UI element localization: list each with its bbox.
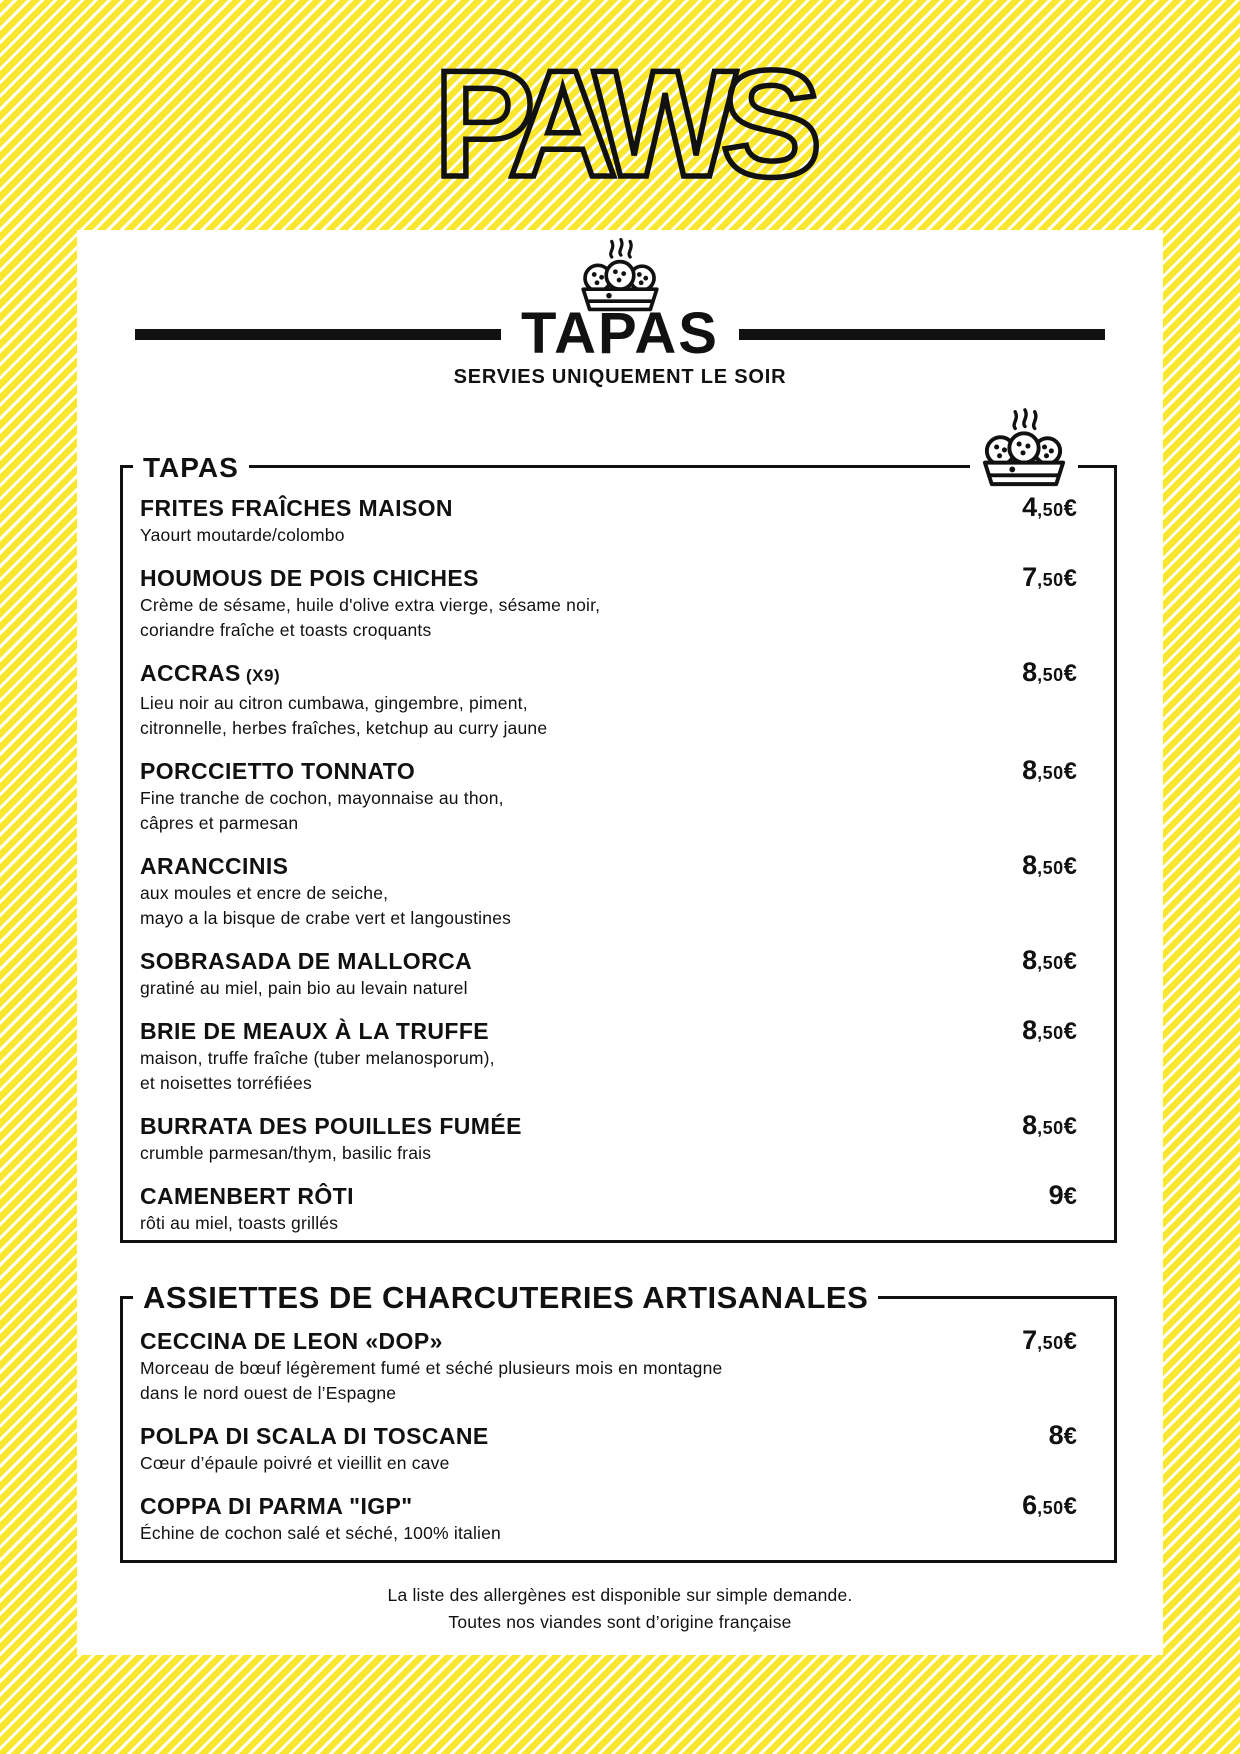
- menu-item: [140, 945, 1077, 1001]
- price-main: 7: [1022, 1325, 1038, 1355]
- item-name: [140, 1181, 354, 1211]
- item-desc-line: dans le nord ouest de l’Espagne: [140, 1383, 397, 1403]
- item-name: [140, 946, 472, 976]
- item-head: [140, 1110, 1077, 1141]
- item-desc-line: maison, truffe fraîche (tuber melanosporum),: [140, 1048, 495, 1068]
- item-price: [1022, 657, 1077, 688]
- page-title: TAPAS: [521, 301, 719, 366]
- item-head: [140, 945, 1077, 976]
- price-currency: €: [1063, 1183, 1077, 1210]
- item-desc-line: Lieu noir au citron cumbawa, gingembre, piment,: [140, 693, 528, 713]
- item-head: [140, 1490, 1077, 1521]
- item-head: [140, 657, 1077, 691]
- item-desc-line: Fine tranche de cochon, mayonnaise au thon,: [140, 788, 504, 808]
- price-main: 8: [1022, 945, 1038, 975]
- item-list: [123, 468, 1114, 1236]
- item-head: [140, 1325, 1077, 1356]
- item-name: [140, 756, 415, 786]
- page-subtitle: SERVIES UNIQUEMENT LE SOIR: [453, 366, 787, 388]
- item-head: [140, 492, 1077, 523]
- item-desc-line: rôti au miel, toasts grillés: [140, 1213, 339, 1233]
- item-desc: [140, 976, 1077, 1001]
- item-desc-line: câpres et parmesan: [140, 813, 299, 833]
- price-currency: €: [1063, 565, 1077, 592]
- item-name-text: HOUMOUS DE POIS CHICHES: [140, 565, 479, 591]
- item-name-text: ACCRAS: [140, 660, 241, 686]
- item-desc: [140, 1451, 1077, 1476]
- menu-item: [140, 850, 1077, 931]
- price-currency: €: [1063, 1018, 1077, 1045]
- price-small: ,50: [1037, 1118, 1064, 1138]
- price-currency: €: [1063, 660, 1077, 687]
- menu-item: [140, 1490, 1077, 1546]
- item-name-text: CAMENBERT RÔTI: [140, 1183, 354, 1209]
- price-main: 6: [1022, 1490, 1038, 1520]
- item-name-text: SOBRASADA DE MALLORCA: [140, 948, 473, 974]
- footer-note: [77, 1582, 1163, 1636]
- item-desc-line: Crème de sésame, huile d'olive extra vierge, sésame noir,: [140, 595, 601, 615]
- item-price: [1049, 1420, 1077, 1451]
- price-main: 8: [1022, 850, 1038, 880]
- logo-text: PAWS: [433, 39, 807, 208]
- item-desc-line: Cœur d’épaule poivré et vieillit en cave: [140, 1453, 450, 1473]
- tapas-section-box: [120, 452, 1117, 1243]
- menu-item: [140, 492, 1077, 548]
- item-name-text: POLPA DI SCALA DI TOSCANE: [140, 1423, 489, 1449]
- price-main: 8: [1048, 1420, 1064, 1450]
- menu-item: [140, 1325, 1077, 1406]
- item-desc-line: mayo a la bisque de crabe vert et langoustines: [140, 908, 512, 928]
- price-small: ,50: [1037, 500, 1064, 520]
- item-price: [1022, 755, 1077, 786]
- menu-title-row: [135, 301, 1105, 366]
- section-label: TAPAS: [133, 450, 249, 486]
- item-desc: [140, 1046, 1077, 1096]
- item-name: [140, 1016, 489, 1046]
- price-small: ,50: [1037, 1333, 1064, 1353]
- price-main: 9: [1048, 1180, 1064, 1210]
- section-label: ASSIETTES DE CHARCUTERIES ARTISANALES: [133, 1278, 878, 1318]
- item-price: [1022, 492, 1077, 523]
- charcuterie-section-box: [120, 1280, 1117, 1563]
- price-small: ,50: [1037, 665, 1064, 685]
- item-desc: [140, 1211, 1077, 1236]
- footer-line: Toutes nos viandes sont d’origine française: [448, 1612, 792, 1632]
- item-name: [140, 658, 280, 691]
- item-price: [1022, 1490, 1077, 1521]
- item-head: [140, 850, 1077, 881]
- item-name-text: BRIE DE MEAUX À LA TRUFFE: [140, 1018, 490, 1044]
- item-desc: [140, 1141, 1077, 1166]
- brand-logo: [0, 38, 1240, 208]
- price-main: 8: [1022, 1110, 1038, 1140]
- item-desc: [140, 1356, 1077, 1406]
- price-small: ,50: [1037, 763, 1064, 783]
- item-desc-line: et noisettes torréfiées: [140, 1073, 312, 1093]
- item-head: [140, 1420, 1077, 1451]
- price-currency: €: [1063, 1423, 1077, 1450]
- price-main: 7: [1022, 562, 1038, 592]
- item-desc: [140, 1521, 1077, 1546]
- menu-item: [140, 1180, 1077, 1236]
- item-desc: [140, 593, 1077, 643]
- item-name: [140, 1421, 489, 1451]
- item-desc-line: aux moules et encre de seiche,: [140, 883, 389, 903]
- menu-item: [140, 1420, 1077, 1476]
- title-rule-right: [739, 329, 1105, 340]
- item-name-text: ARANCCINIS: [140, 853, 289, 879]
- item-head: [140, 1015, 1077, 1046]
- item-price: [1022, 945, 1077, 976]
- price-main: 4: [1022, 492, 1038, 522]
- item-head: [140, 1180, 1077, 1211]
- price-small: ,50: [1037, 570, 1064, 590]
- paws-logo-lettering: [0, 38, 1240, 208]
- price-main: 8: [1022, 755, 1038, 785]
- item-name-text: COPPA DI PARMA "IGP": [140, 1493, 413, 1519]
- item-name-suffix: (X9): [240, 666, 281, 685]
- price-currency: €: [1063, 853, 1077, 880]
- item-name: [140, 1111, 522, 1141]
- price-currency: €: [1063, 1328, 1077, 1355]
- item-desc: [140, 786, 1077, 836]
- steaming-tapas-dish-icon: [970, 404, 1078, 492]
- price-main: 8: [1022, 657, 1038, 687]
- menu-card: [77, 230, 1163, 1655]
- item-desc: [140, 523, 1077, 548]
- price-currency: €: [1063, 495, 1077, 522]
- item-name: [140, 851, 288, 881]
- menu-item: [140, 562, 1077, 643]
- price-currency: €: [1063, 1113, 1077, 1140]
- menu-item: [140, 1015, 1077, 1096]
- menu-item: [140, 1110, 1077, 1166]
- item-desc: [140, 691, 1077, 741]
- item-list: [123, 1299, 1114, 1546]
- price-currency: €: [1063, 758, 1077, 785]
- item-desc-line: crumble parmesan/thym, basilic frais: [140, 1143, 432, 1163]
- price-main: 8: [1022, 1015, 1038, 1045]
- menu-item: [140, 657, 1077, 741]
- item-head: [140, 562, 1077, 593]
- menu-item: [140, 755, 1077, 836]
- item-price: [1022, 850, 1077, 881]
- title-rule-left: [135, 329, 501, 340]
- item-desc-line: citronnelle, herbes fraîches, ketchup au curry jaune: [140, 718, 548, 738]
- price-small: ,50: [1037, 858, 1064, 878]
- price-small: ,50: [1037, 953, 1064, 973]
- item-desc-line: Yaourt moutarde/colombo: [140, 525, 345, 545]
- item-desc-line: coriandre fraîche et toasts croquants: [140, 620, 432, 640]
- item-name: [140, 1326, 443, 1356]
- item-name-text: BURRATA DES POUILLES FUMÉE: [140, 1113, 522, 1139]
- item-price: [1022, 562, 1077, 593]
- item-desc-line: Morceau de bœuf légèrement fumé et séché plusieurs mois en montagne: [140, 1358, 723, 1378]
- item-name-text: FRITES FRAÎCHES MAISON: [140, 495, 453, 521]
- price-small: ,50: [1037, 1498, 1064, 1518]
- item-price: [1049, 1180, 1077, 1211]
- price-currency: €: [1063, 948, 1077, 975]
- item-price: [1022, 1325, 1077, 1356]
- item-desc-line: gratiné au miel, pain bio au levain naturel: [140, 978, 468, 998]
- item-name: [140, 493, 453, 523]
- item-name-text: PORCCIETTO TONNATO: [140, 758, 416, 784]
- price-currency: €: [1063, 1493, 1077, 1520]
- item-desc: [140, 881, 1077, 931]
- item-price: [1022, 1110, 1077, 1141]
- item-name: [140, 1491, 413, 1521]
- price-small: ,50: [1037, 1023, 1064, 1043]
- item-head: [140, 755, 1077, 786]
- item-name-text: CECCINA DE LEON «DOP»: [140, 1328, 443, 1354]
- item-price: [1022, 1015, 1077, 1046]
- footer-line: La liste des allergènes est disponible sur simple demande.: [387, 1585, 853, 1605]
- item-name: [140, 563, 479, 593]
- item-desc-line: Échine de cochon salé et séché, 100% italien: [140, 1523, 501, 1543]
